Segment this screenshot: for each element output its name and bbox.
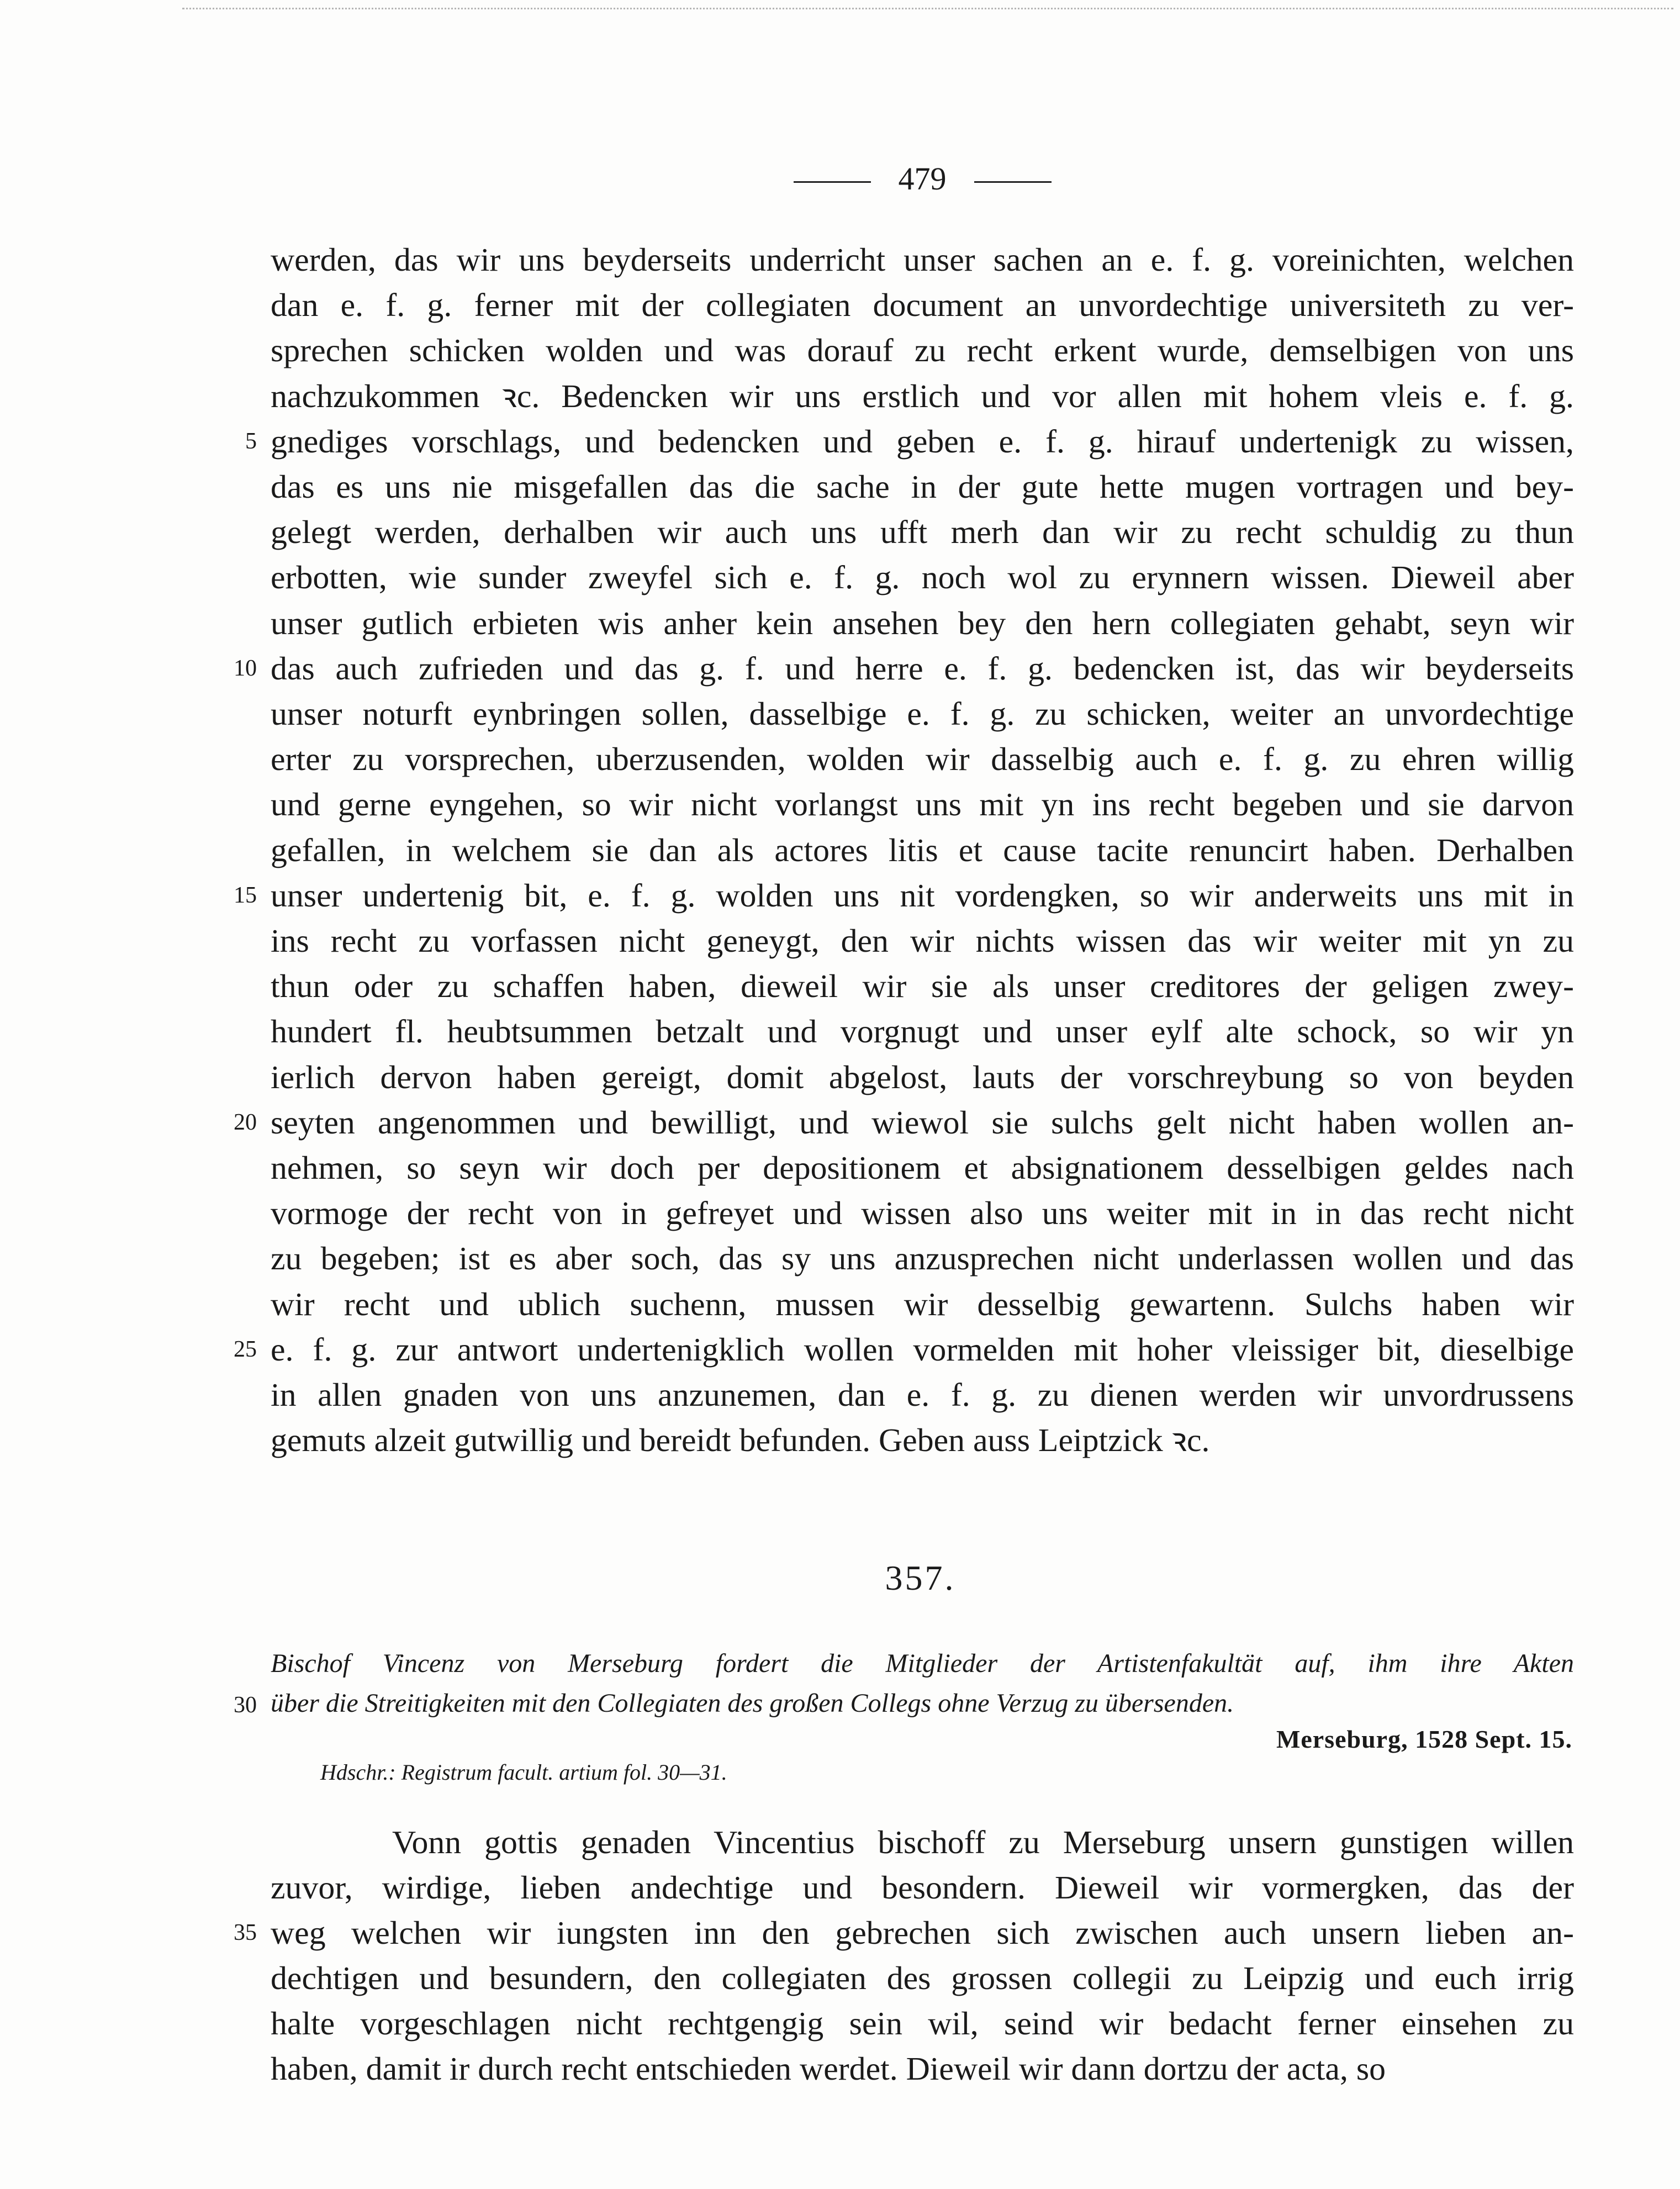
text-line: seyten angenommen und bewilligt, und wiewol sie sulchs gelt nicht haben wollen an- [271, 1104, 1574, 1141]
text-line: gnediges vorschlags, und bedencken und geben e. f. g. hirauf undertenigk zu wissen, [271, 423, 1574, 460]
text-line: erbotten, wie sunder zweyfel sich e. f. g. noch wol zu erynnern wissen. Dieweil aber [271, 559, 1574, 596]
text-line: nehmen, so seyn wir doch per depositionem et absignationem desselbigen geldes nach [271, 1149, 1574, 1186]
text-line: unser undertenig bit, e. f. g. wolden uns nit vordengken, so wir anderweits uns mit in [271, 877, 1574, 914]
text-line: hundert fl. heubtsummen betzalt und vorgnugt und unser eylf alte schock, so wir yn [271, 1013, 1574, 1050]
text-line: in allen gnaden von uns anzunemen, dan e. f. g. zu dienen werden wir unvordrussens [271, 1376, 1574, 1413]
text-line: gemuts alzeit gutwillig und bereidt befunden. Geben auss Leiptzick ꝛc. [271, 1422, 1210, 1459]
text-line: Vonn gottis genaden Vincentius bischoff zu Merseburg unsern gunstigen willen [392, 1824, 1574, 1860]
text-line: und gerne eyngehen, so wir nicht vorlangst uns mit yn ins recht begeben und sie darvon [271, 786, 1574, 823]
text-line: werden, das wir uns beyderseits underricht unser sachen an e. f. g. voreinichten, welchen [271, 241, 1574, 278]
line-number: 15 [234, 882, 257, 908]
text-line: gefallen, in welchem sie dan als actores litis et cause tacite renuncirt haben. Derhalben [271, 831, 1574, 868]
text-line: haben, damit ir durch recht entschieden werdet. Dieweil wir dann dortzu der acta, so [271, 2050, 1386, 2087]
text-line: zuvor, wirdige, lieben andechtige und besondern. Dieweil wir vormergken, das der [271, 1869, 1574, 1906]
document-number: 357. [885, 1558, 956, 1597]
text-line: über die Streitigkeiten mit den Collegiaten des großen Collegs ohne Verzug zu übersenden. [271, 1689, 1234, 1718]
text-line: thun oder zu schaffen haben, dieweil wir sie als unser creditores der geligen zwey- [271, 968, 1574, 1005]
text-line: ierlich dervon haben gereigt, domit abgelost, lauts der vorschreybung so von beyden [271, 1058, 1574, 1095]
line-number: 20 [234, 1109, 257, 1135]
text-line: dechtigen und besundern, den collegiaten des grossen collegii zu Leipzig und euch irrig [271, 1960, 1574, 1996]
text-line: weg welchen wir iungsten inn den gebrechen sich zwischen auch unsern lieben an- [271, 1914, 1574, 1951]
text-line: halte vorgeschlagen nicht rechtgengig sein wil, seind wir bedacht ferner einsehen zu [271, 2005, 1574, 2042]
text-line: zu begeben; ist es aber soch, das sy uns anzusprechen nicht underlassen wollen und das [271, 1240, 1574, 1277]
text-line: unser gutlich erbieten wis anher kein ansehen bey den hern collegiaten gehabt, seyn wir [271, 604, 1574, 641]
place-date: Merseburg, 1528 Sept. 15. [1276, 1725, 1572, 1753]
line-number: 35 [234, 1920, 257, 1945]
page-number: 479 [898, 161, 947, 197]
text-line: gelegt werden, derhalben wir auch uns ufft merh dan wir zu recht schuldig zu thun [271, 514, 1574, 551]
text-line: dan e. f. g. ferner mit der collegiaten document an unvordechtige universiteth zu ver- [271, 287, 1574, 324]
text-line: das es uns nie misgefallen das die sache in der gute hette mugen vortragen und bey- [271, 468, 1574, 505]
text-line: das auch zufrieden und das g. f. und herre e. f. g. bedencken ist, das wir beyderseits [271, 650, 1574, 687]
text-line: sprechen schicken wolden und was dorauf zu recht erkent wurde, demselbigen von uns [271, 332, 1574, 369]
line-number: 10 [234, 655, 257, 681]
text-line: ins recht zu vorfassen nicht geneygt, den wir nichts wissen das wir weiter mit yn zu [271, 922, 1574, 959]
text-line: e. f. g. zur antwort undertenigklich wollen vormelden mit hoher vleissiger bit, dieselbige [271, 1331, 1574, 1368]
text-line: vormoge der recht von in gefreyet und wissen also uns weiter mit in in das recht nicht [271, 1195, 1574, 1232]
source-note: Hdschr.: Registrum facult. artium fol. 30—31. [320, 1760, 727, 1785]
line-number: 25 [234, 1336, 257, 1362]
text-line: unser noturft eynbringen sollen, dasselbige e. f. g. zu schicken, weiter an unvordechtige [271, 695, 1574, 732]
line-number: 30 [234, 1692, 257, 1718]
line-number: 5 [245, 428, 257, 454]
text-line: wir recht und ublich suchenn, mussen wir desselbig gewartenn. Sulchs haben wir [271, 1285, 1574, 1322]
text-line: erter zu vorsprechen, uberzusenden, wolden wir dasselbig auch e. f. g. zu ehren willig [271, 741, 1574, 778]
text-line: nachzukommen ꝛc. Bedencken wir uns erstlich und vor allen mit hohem vleis e. f. g. [271, 377, 1574, 414]
text-line: Bischof Vincenz von Merseburg fordert die Mitglieder der Artistenfakultät auf, ihm ihre Akten [271, 1649, 1574, 1678]
